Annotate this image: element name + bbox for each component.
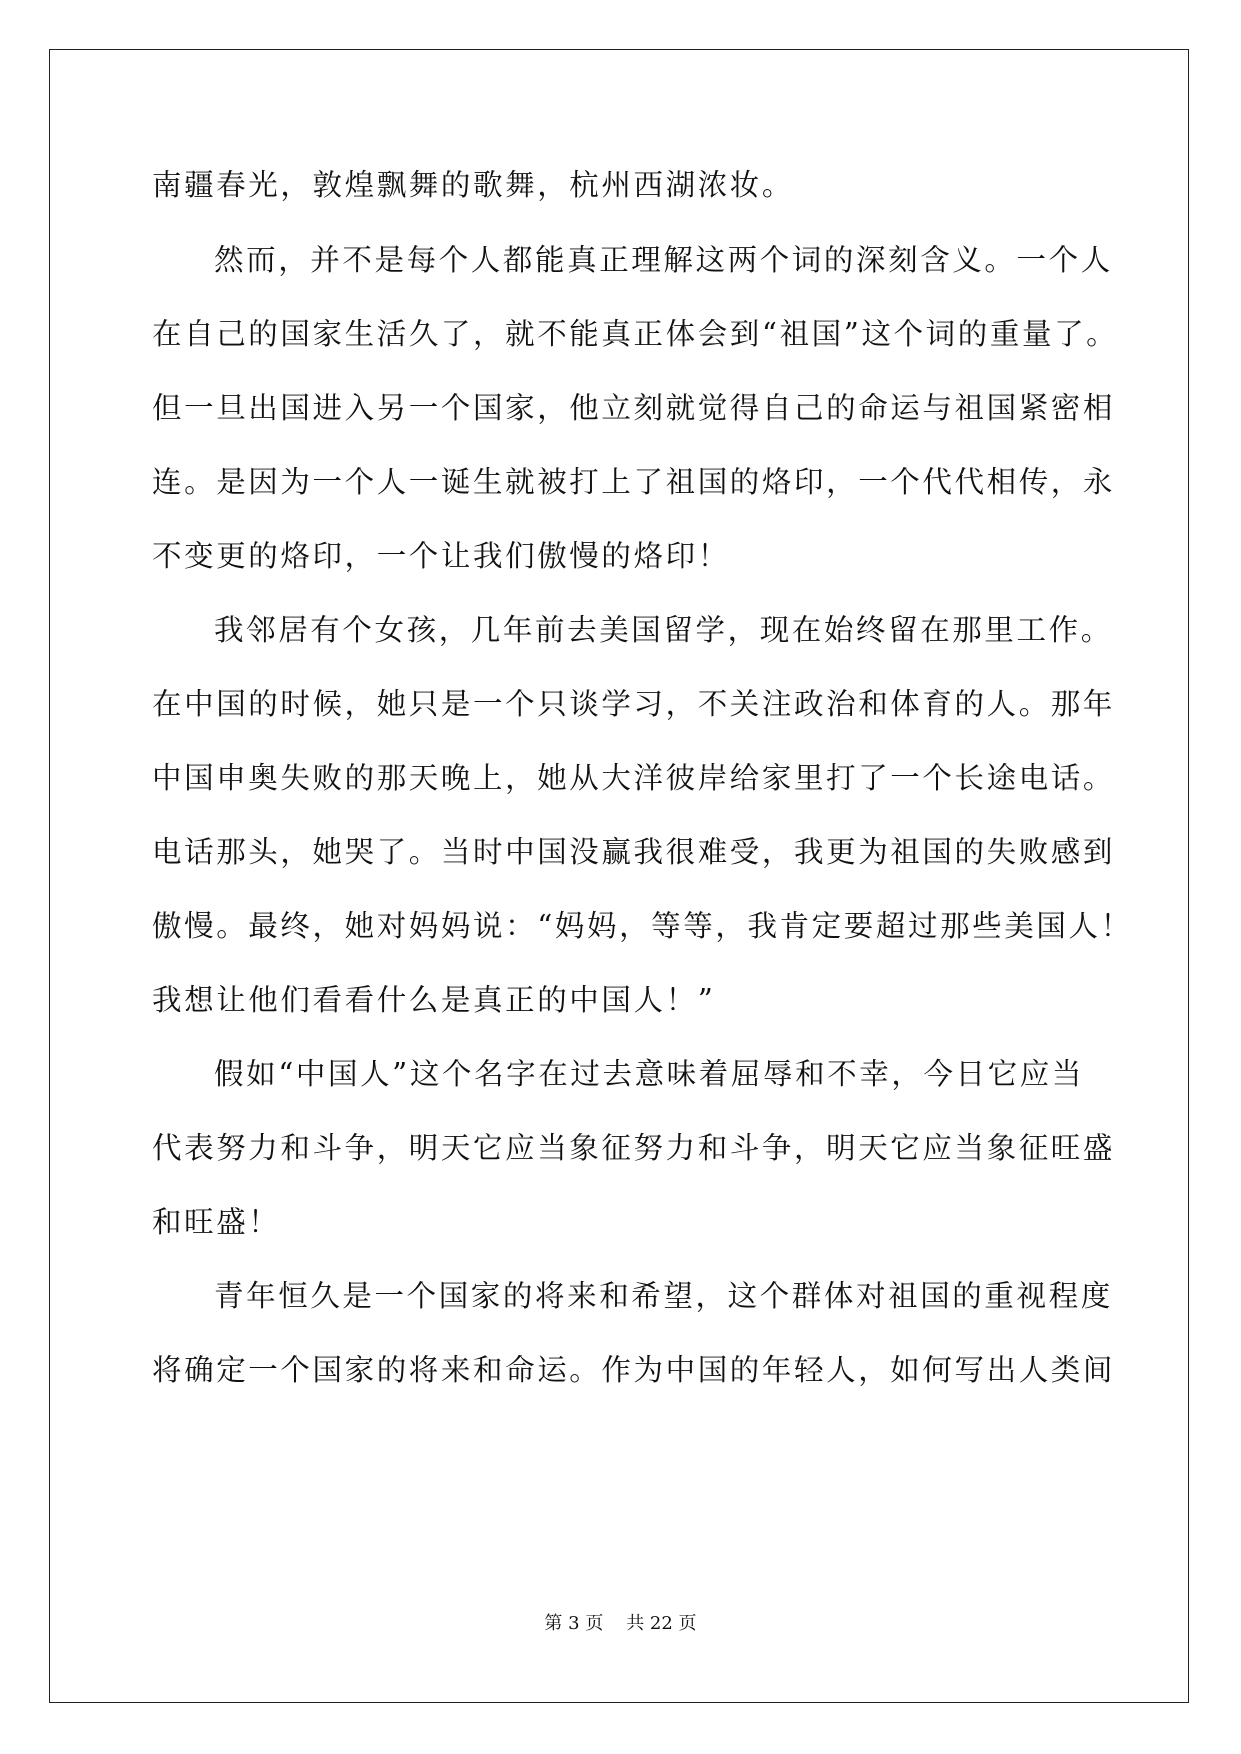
text-line: 我邻居有个女孩，几年前去美国留学，现在始终留在那里工作。 [214,613,1113,647]
page-border [49,49,1189,1703]
text-line: 在自己的国家生活久了，就不能真正体会到“祖国”这个词的重量了。 [152,317,1119,351]
page-number-label: 第 3 页 共 22 页 [544,1613,697,1634]
page-footer [0,1612,1241,1636]
text-line: 不变更的烙印，一个让我们傲慢的烙印！ [152,539,730,573]
text-line: 和旺盛！ [152,1205,281,1239]
text-line: 傲慢。最终，她对妈妈说：“妈妈，等等，我肯定要超过那些美国人！ [152,909,1133,943]
text-line: 连。是因为一个人一诞生就被打上了祖国的烙印，一个代代相传，永 [152,465,1116,499]
text-line: 电话那头，她哭了。当时中国没赢我很难受，我更为祖国的失败感到 [152,835,1116,869]
text-line: 将确定一个国家的将来和命运。作为中国的年轻人，如何写出人类间 [152,1353,1116,1387]
text-line: 然而，并不是每个人都能真正理解这两个词的深刻含义。一个人 [214,243,1113,277]
text-line: 南疆春光，敦煌飘舞的歌舞，杭州西湖浓妆。 [152,168,795,202]
text-line: 但一旦出国进入另一个国家，他立刻就觉得自己的命运与祖国紧密相 [152,391,1116,425]
text-line: 在中国的时候，她只是一个只谈学习，不关注政治和体育的人。那年 [152,687,1116,721]
text-line: 代表努力和斗争，明天它应当象征努力和斗争，明天它应当象征旺盛 [152,1131,1116,1165]
text-line: 我想让他们看看什么是真正的中国人！” [152,983,716,1017]
text-line: 青年恒久是一个国家的将来和希望，这个群体对祖国的重视程度 [214,1279,1113,1313]
text-line: 假如“中国人”这个名字在过去意味着屈辱和不幸，今日它应当 [214,1057,1084,1091]
text-line: 中国申奥失败的那天晚上，她从大洋彼岸给家里打了一个长途电话。 [152,761,1116,795]
